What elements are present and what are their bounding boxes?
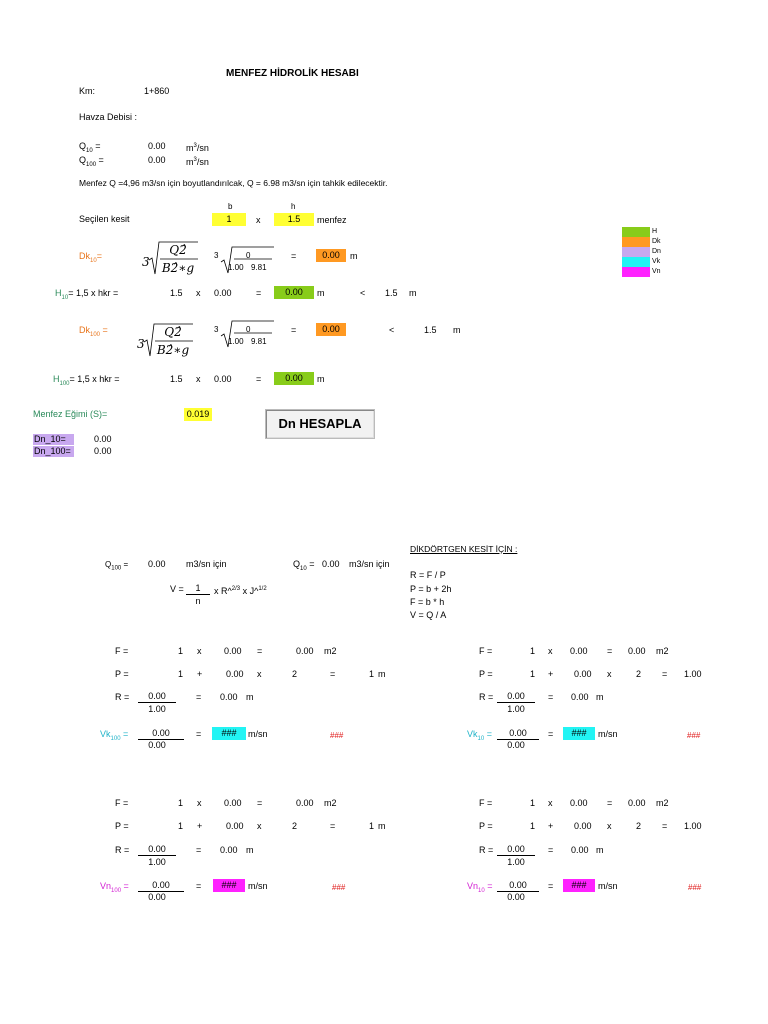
rect-formula-r: R = F / P (410, 570, 446, 580)
q10-label: $Q_{10}$ = (79, 141, 101, 154)
design-note: Menfez Q =4,96 m3/sn için boyutlandırılcak, Q = 6.98 m3/sn için tahkik edilecektir. (79, 178, 388, 188)
f-op: x (548, 798, 553, 808)
h100-b: 0.00 (214, 374, 232, 384)
q10-unit: $m^3/sn$ (186, 143, 209, 153)
v-flag: ### (687, 731, 701, 740)
dk10-label: $Dk_{10}=$ (79, 251, 102, 264)
r-eq: = (548, 845, 554, 855)
p-c: 2 (636, 669, 642, 679)
legend-item-dk: Dk (622, 237, 678, 247)
legend-item-h: H (622, 227, 678, 237)
r-label: R = (115, 692, 130, 702)
v-den: 0.00 (148, 740, 166, 750)
r-den: 1.00 (507, 704, 525, 714)
v-eq: = (548, 881, 554, 891)
vintro-q10-label: $Q_{10}$ = (293, 559, 315, 572)
rect-formula-v: V = Q / A (410, 610, 447, 620)
legend-item-vk: Vk (622, 257, 678, 267)
h10-unit: m (317, 288, 325, 298)
h10-b: 0.00 (214, 288, 232, 298)
v-den: 0.00 (148, 892, 166, 902)
h100-label: $H_{100}= 1,5$ x hkr = (53, 374, 120, 387)
f-op: x (197, 646, 202, 656)
f-label: F = (115, 646, 129, 656)
p-label: P = (479, 821, 493, 831)
legend-item-dn: Dn (622, 247, 678, 257)
dk100-den-a: 1.00 (228, 337, 244, 346)
f-result: 0.00 (296, 798, 314, 808)
r-result: 0.00 (571, 692, 589, 702)
v-eq: = (196, 729, 202, 739)
p-result: 1 (369, 821, 375, 831)
f-b: 0.00 (224, 646, 242, 656)
f-eq: = (257, 798, 263, 808)
vintro-q100-value: 0.00 (148, 559, 166, 569)
p-b: 0.00 (226, 669, 244, 679)
p-eq: = (330, 669, 336, 679)
p-op2: x (607, 821, 612, 831)
h100-times: x (196, 374, 201, 384)
dk100-label: $Dk_{100}$ = (79, 325, 108, 338)
dk100-den-b: 9.81 (251, 337, 267, 346)
section-b-cell[interactable]: 1 (212, 213, 246, 226)
p-a: 1 (178, 821, 184, 831)
f-a: 1 (530, 798, 536, 808)
km-label: Km: (79, 86, 96, 96)
legend-swatch-vk (622, 257, 650, 267)
r-unit: m (596, 692, 604, 702)
h100-eq: = (256, 374, 262, 384)
legend-swatch-h (622, 227, 650, 237)
q10-value: 0.00 (148, 141, 166, 151)
vintro-q10-value: 0.00 (322, 559, 340, 569)
dk10-den-b: 9.81 (251, 263, 267, 272)
v-formula-one: 1 (186, 583, 210, 595)
h10-limit-unit: m (409, 288, 417, 298)
h10-limit: 1.5 (385, 288, 398, 298)
v-eq: = (548, 729, 554, 739)
f-eq: = (607, 646, 613, 656)
slope-label: Menfez Eğimi (S)= (33, 409, 108, 419)
vk100-result: ### (212, 727, 246, 740)
p-op2: x (257, 821, 262, 831)
h10-eq: = (256, 288, 262, 298)
dk10-formula (140, 238, 200, 280)
p-op: + (197, 669, 203, 679)
vn100-label: $Vn_{100}$ = (100, 881, 129, 894)
dk100-result: 0.00 (316, 323, 346, 336)
dk10-unit: m (350, 251, 358, 261)
r-den: 1.00 (148, 857, 166, 867)
r-den: 1.00 (507, 857, 525, 867)
dk100-root-index: 3 (214, 325, 219, 334)
h10-times: x (196, 288, 201, 298)
v-flag: ### (332, 883, 346, 892)
vn100-result: ### (213, 879, 245, 892)
vn10-label: $Vn_{10}$ = (467, 881, 493, 894)
v-num: 0.00 (497, 880, 539, 892)
f-a: 1 (178, 798, 184, 808)
f-unit: m2 (324, 798, 337, 808)
r-unit: m (596, 845, 604, 855)
dk100-eq: = (291, 325, 297, 335)
svg-text:Q2̂: Q2̂ (164, 325, 182, 339)
dk10-root-index: 3 (214, 251, 219, 260)
p-eq: = (662, 821, 668, 831)
v-formula-n: n (195, 596, 201, 606)
h10-a: 1.5 (170, 288, 183, 298)
f-b: 0.00 (224, 798, 242, 808)
svg-text:B2̂∗g: B2̂∗g (156, 343, 190, 357)
r-label: R = (479, 845, 494, 855)
v-num: 0.00 (497, 728, 539, 740)
legend-item-vn: Vn (622, 267, 678, 277)
h100-unit: m (317, 374, 325, 384)
f-label: F = (115, 798, 129, 808)
b-heading: b (228, 202, 233, 211)
dk100-lt: < (389, 325, 395, 335)
f-eq: = (257, 646, 263, 656)
rect-formula-p: P = b + 2h (410, 584, 452, 594)
h100-a: 1.5 (170, 374, 183, 384)
f-unit: m2 (656, 646, 669, 656)
f-result: 0.00 (296, 646, 314, 656)
v-den: 0.00 (507, 892, 525, 902)
q100-label: $Q_{100}$ = (79, 155, 104, 168)
f-eq: = (607, 798, 613, 808)
dk100-limit-unit: m (453, 325, 461, 335)
f-b: 0.00 (570, 798, 588, 808)
p-label: P = (115, 669, 129, 679)
p-eq: = (662, 669, 668, 679)
dk10-den-a: 1.00 (228, 263, 244, 272)
p-a: 1 (530, 821, 536, 831)
vk100-label: $Vk_{100}$ = (100, 729, 129, 742)
v-formula-lhs: V = (170, 584, 184, 594)
f-label: F = (479, 798, 493, 808)
f-op: x (548, 646, 553, 656)
r-unit: m (246, 845, 254, 855)
q100-unit: $m^3/sn$ (186, 157, 209, 167)
f-b: 0.00 (570, 646, 588, 656)
dn100-label: Dn_100= (33, 446, 74, 457)
r-den: 1.00 (148, 704, 166, 714)
h10-label: $H_{10}= 1,5$ x hkr = (55, 288, 119, 301)
h100-result: 0.00 (274, 372, 314, 385)
h10-result: 0.00 (274, 286, 314, 299)
r-unit: m (246, 692, 254, 702)
f-result: 0.00 (628, 798, 646, 808)
vintro-q10-unit: m3/sn için (349, 559, 390, 569)
p-unit: m (378, 669, 386, 679)
svg-text:3: 3 (137, 337, 145, 351)
p-result: 1 (369, 669, 375, 679)
dk10-num: 0 (246, 251, 251, 260)
r-eq: = (196, 692, 202, 702)
legend-swatch-vn (622, 267, 650, 277)
r-result: 0.00 (571, 845, 589, 855)
v-flag: ### (330, 731, 344, 740)
vk10-result: ### (563, 727, 595, 740)
r-num: 0.00 (497, 844, 535, 856)
legend-swatch-dk (622, 237, 650, 247)
p-c: 2 (292, 821, 298, 831)
svg-text:B2̂∗g: B2̂∗g (161, 261, 195, 275)
v-unit: m/sn (248, 881, 268, 891)
p-op: + (197, 821, 203, 831)
r-label: R = (115, 845, 130, 855)
rect-formula-f: F = b * h (410, 597, 445, 607)
v-eq: = (196, 881, 202, 891)
p-b: 0.00 (226, 821, 244, 831)
p-op: + (548, 821, 554, 831)
svg-text:Q2̂: Q2̂ (169, 243, 187, 257)
v-formula-rest: x R^$^{2/3}$ x J^$^{1/2}$ (214, 586, 267, 596)
r-result: 0.00 (220, 845, 238, 855)
v-unit: m/sn (248, 729, 268, 739)
p-result: 1.00 (684, 821, 702, 831)
f-a: 1 (178, 646, 184, 656)
p-c: 2 (636, 821, 642, 831)
p-op2: x (257, 669, 262, 679)
dk100-limit: 1.5 (424, 325, 437, 335)
v-num: 0.00 (138, 880, 184, 892)
h10-lt: < (360, 288, 366, 298)
p-a: 1 (178, 669, 184, 679)
vintro-q100-unit: m3/sn için (186, 559, 227, 569)
dn-hesapla-button[interactable]: Dn HESAPLA (265, 409, 375, 439)
km-value: 1+860 (144, 86, 170, 96)
p-label: P = (115, 821, 129, 831)
vintro-q100-label: $Q_{100}$ = (105, 560, 129, 572)
r-label: R = (479, 692, 494, 702)
r-num: 0.00 (497, 691, 535, 703)
v-den: 0.00 (507, 740, 525, 750)
p-b: 0.00 (574, 821, 592, 831)
page-title: MENFEZ HİDROLİK HESABI (226, 68, 359, 79)
dk100-formula (135, 320, 195, 362)
r-eq: = (196, 845, 202, 855)
dn10-label: Dn_10= (33, 434, 74, 445)
r-num: 0.00 (138, 844, 176, 856)
f-label: F = (479, 646, 493, 656)
f-a: 1 (530, 646, 536, 656)
slope-value[interactable]: 0.019 (184, 408, 212, 421)
f-result: 0.00 (628, 646, 646, 656)
vk10-label: $Vk_{10}$ = (467, 729, 492, 742)
h-heading: h (291, 202, 296, 211)
legend-swatch-dn (622, 247, 650, 257)
p-c: 2 (292, 669, 298, 679)
v-num: 0.00 (138, 728, 184, 740)
p-b: 0.00 (574, 669, 592, 679)
svg-text:3: 3 (142, 255, 150, 269)
vn10-result: ### (563, 879, 595, 892)
f-unit: m2 (656, 798, 669, 808)
p-label: P = (479, 669, 493, 679)
dk100-num: 0 (246, 325, 251, 334)
section-type: menfez (317, 215, 347, 225)
v-flag: ### (688, 883, 702, 892)
section-times: x (256, 215, 261, 225)
p-eq: = (330, 821, 336, 831)
dk10-result: 0.00 (316, 249, 346, 262)
v-unit: m/sn (598, 729, 618, 739)
section-h-cell[interactable]: 1.5 (274, 213, 314, 226)
dn10-value: 0.00 (94, 434, 112, 444)
havza-label: Havza Debisi : (79, 112, 138, 122)
dn100-value: 0.00 (94, 446, 112, 456)
v-unit: m/sn (598, 881, 618, 891)
r-eq: = (548, 692, 554, 702)
p-a: 1 (530, 669, 536, 679)
p-result: 1.00 (684, 669, 702, 679)
f-unit: m2 (324, 646, 337, 656)
section-label: Seçilen kesit (79, 214, 130, 224)
rect-title: DİKDÖRTGEN KESİT İÇİN : (410, 544, 518, 554)
q100-value: 0.00 (148, 155, 166, 165)
dk10-eq: = (291, 251, 297, 261)
p-op2: x (607, 669, 612, 679)
p-unit: m (378, 821, 386, 831)
f-op: x (197, 798, 202, 808)
r-num: 0.00 (138, 691, 176, 703)
p-op: + (548, 669, 554, 679)
r-result: 0.00 (220, 692, 238, 702)
